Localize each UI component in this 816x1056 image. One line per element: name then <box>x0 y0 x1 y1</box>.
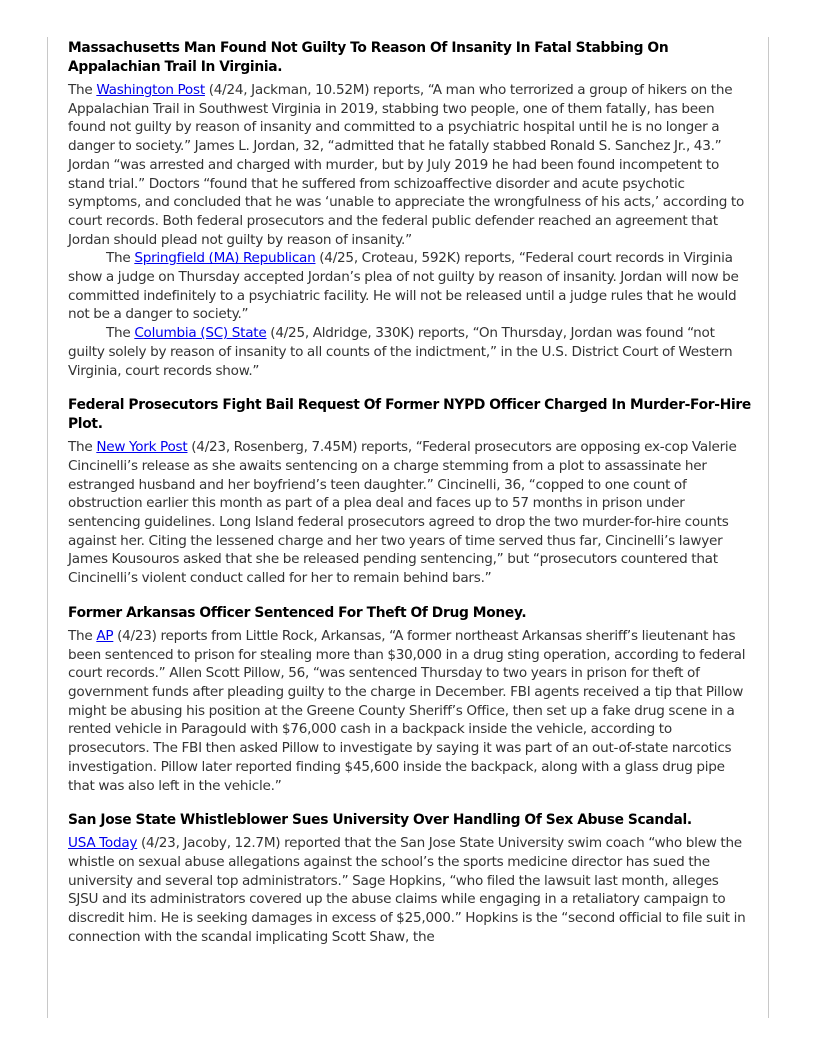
article-paragraph <box>68 438 752 588</box>
article-sjsu-whistleblower <box>68 811 752 946</box>
article-paragraph <box>68 834 752 946</box>
article-headline: Federal Prosecutors Fight Bail Request Of Former NYPD Officer Charged In Murder-For-Hire Plot. <box>68 397 751 433</box>
source-link-columbia-state[interactable]: Columbia (SC) State <box>134 325 267 342</box>
source-link-washington-post[interactable]: Washington Post <box>96 82 205 98</box>
paragraph-text: (4/23, Jacoby, 12.7M) reported that the San Jose State University swim coach “who blew the whistle on sexual abuse allegations against the school’s the sports medicine director has sued the university and several top administrators.” Sage Hopkins, “who filed the lawsuit last month, alleges SJSU and its administrators covered up the abuse claims while engaging in a retaliatory campaign to discredit him. He is seeking damages in excess of $25,000.” Hopkins is the “second official to file suit in connection with the scandal implicating Scott Shaw, the <box>68 835 746 945</box>
source-link-usa-today[interactable]: USA Today <box>68 835 138 852</box>
paragraph-text: (4/23) reports from Little Rock, Arkansas, “A former northeast Arkansas sheriff’s lieutenant has been sentenced to prison for stealing more than $30,000 in a drug sting operation, according to federal court records.” Allen Scott Pillow, 56, “was sentenced Thursday to two years in prison for theft of government funds after pleading guilty to the charge in December. FBI agents received a tip that Pillow might be abusing his position at the Greene County Sheriff’s Office, then set up a fake drug scene in a rented vehicle in Paragould with $76,000 cash in a backpack inside the vehicle, according to prosecutors. The FBI then asked Pillow to investigate by saying it was part of an out-of-state narcotics investigation. Pillow later reported finding $45,600 inside the backpack, along with a glass drug pipe that was also left in the vehicle.” <box>68 627 746 794</box>
paragraph-prefix: The <box>68 439 97 456</box>
article-paragraph <box>68 249 752 324</box>
paragraph-text: (4/25, Aldridge, 330K) reports, “On Thursday, Jordan was found “not guilty solely by reason of insanity to all counts of the indictment,” in the U.S. District Court of Western Virginia, court records show.” <box>68 325 733 379</box>
article-paragraph <box>68 627 752 795</box>
news-digest-content <box>68 37 752 962</box>
paragraph-text: (4/23, Rosenberg, 7.45M) reports, “Federal prosecutors are opposing ex-cop Valerie Cincinelli’s release as she awaits sentencing on a charge stemming from a plot to assassinate her estranged husband and her boyfriend’s teen daughter.” Cincinelli, 36, “copped to one count of obstruction earlier this month as part of a plea deal and faces up to 57 months in prison under sentencing guidelines. Long Island federal prosecutors agreed to drop the two murder-for-hire counts against her. Citing the lessened charge and her two years of time served thus far, Cincinelli’s lawyer James Kousouros asked that she be released pending sentencing,” but “prosecutors countered that Cincinelli’s violent conduct called for her to remain behind bars.” <box>68 439 737 587</box>
article-arkansas-officer-theft <box>68 604 752 795</box>
document-page-frame <box>47 37 769 1018</box>
paragraph-prefix: The <box>68 82 97 98</box>
paragraph-prefix: The <box>106 250 135 267</box>
source-link-ap[interactable]: AP <box>96 627 114 644</box>
source-link-springfield-republican[interactable]: Springfield (MA) Republican <box>134 250 316 267</box>
article-headline: Massachusetts Man Found Not Guilty To Reason Of Insanity In Fatal Stabbing On Appalachian Trail In Virginia. <box>68 40 669 75</box>
article-paragraph <box>68 324 752 380</box>
paragraph-prefix: The <box>68 627 97 644</box>
article-nypd-murder-for-hire <box>68 396 752 588</box>
paragraph-prefix: The <box>106 325 135 342</box>
source-link-new-york-post[interactable]: New York Post <box>96 439 188 456</box>
paragraph-text: (4/24, Jackman, 10.52M) reports, “A man who terrorized a group of hikers on the Appalachian Trail in Southwest Virginia in 2019, stabbing two people, one of them fatally, has been found not guilty by reason of insanity and committed to a psychiatric hospital until he is no longer a danger to society.” James L. Jordan, 32, “admitted that he fatally stabbed Ronald S. Sanchez Jr., 43.” Jordan “was arrested and charged with murder, but by July 2019 he had been found incompetent to stand trial.” Doctors “found that he suffered from schizoaffective disorder and acute psychotic symptoms, and concluded that he was ‘unable to appreciate the wrongfulness of his acts,’ according to court records. Both federal prosecutors and the federal public defender reached an agreement that Jordan should plead not guilty by reason of insanity.” <box>68 82 745 248</box>
article-headline: San Jose State Whistleblower Sues University Over Handling Of Sex Abuse Scandal. <box>68 812 692 829</box>
article-paragraph <box>68 81 752 249</box>
article-appalachian-trail-stabbing <box>68 37 752 380</box>
paragraph-text: (4/25, Croteau, 592K) reports, “Federal court records in Virginia show a judge on Thursday accepted Jordan’s plea of not guilty by reason of insanity. Jordan will now be committed indefinitely to a psychiatric facility. He will not be released until a judge rules that he would not be a danger to society.” <box>68 250 739 323</box>
article-headline: Former Arkansas Officer Sentenced For Theft Of Drug Money. <box>68 604 527 621</box>
